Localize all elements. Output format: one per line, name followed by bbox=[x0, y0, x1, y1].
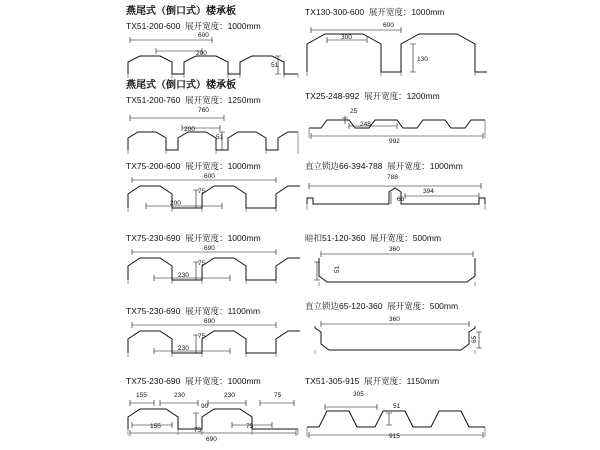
dim-label: 600 bbox=[383, 22, 394, 29]
dim-label: 305 bbox=[353, 391, 364, 398]
dim-label: 690 bbox=[204, 318, 215, 325]
panel-block-9 bbox=[305, 160, 490, 222]
dim-label: 155 bbox=[150, 423, 161, 430]
dim-label: 760 bbox=[198, 107, 209, 114]
section-profile bbox=[126, 399, 302, 435]
dim-label: 600 bbox=[204, 173, 215, 180]
dim-label: 230 bbox=[178, 345, 189, 352]
panel-block-3 bbox=[126, 160, 302, 228]
dim-label: 75 bbox=[198, 260, 206, 267]
block-model: TX75-230-690 展开宽度：1100mm bbox=[126, 306, 261, 316]
dim-label: 394 bbox=[423, 188, 434, 195]
panel-block-12 bbox=[305, 375, 490, 447]
dim-label: 200 bbox=[184, 126, 195, 133]
panel-block-8 bbox=[305, 90, 490, 152]
dim-label: 75 bbox=[198, 333, 206, 340]
section-profile bbox=[126, 34, 302, 78]
block-model: TX75-200-600 展开宽度：1000mm bbox=[126, 161, 261, 171]
block-model: 直立锁边66-394-788 展开宽度：1000mm bbox=[305, 161, 463, 171]
block-heading: 燕尾式（倒口式）楼承板 bbox=[126, 6, 236, 17]
dim-label: 51 bbox=[393, 403, 401, 410]
panel-block-11 bbox=[305, 300, 490, 362]
section-profile bbox=[305, 106, 490, 140]
section-profile bbox=[305, 250, 490, 288]
dim-label: 75 bbox=[246, 423, 254, 430]
section-profile bbox=[126, 321, 302, 357]
dim-label: 75 bbox=[198, 188, 206, 195]
dim-label: 230 bbox=[178, 272, 189, 279]
block-model: 直立锁边65-120-360 展开宽度：500mm bbox=[305, 301, 459, 311]
dim-label: 200 bbox=[196, 50, 207, 57]
dim-label: 75 bbox=[194, 427, 202, 434]
dim-label: 51 bbox=[271, 62, 279, 69]
panel-block-1 bbox=[126, 6, 302, 80]
panel-block-4 bbox=[126, 232, 302, 300]
dim-label: 90 bbox=[201, 403, 209, 410]
dim-label: 155 bbox=[136, 392, 147, 399]
section-profile bbox=[305, 28, 490, 78]
dim-label: 248 bbox=[360, 121, 371, 128]
section-profile bbox=[126, 110, 302, 154]
block-model: TX75-230-690 展开宽度：1000mm bbox=[126, 376, 261, 386]
dim-label: 788 bbox=[387, 174, 398, 181]
panel-block-10 bbox=[305, 232, 490, 294]
dim-label: 66 bbox=[397, 196, 405, 203]
dim-label: 230 bbox=[224, 392, 235, 399]
dim-label: 360 bbox=[389, 246, 400, 253]
dim-label: 200 bbox=[170, 200, 181, 207]
block-model: TX51-305-915 展开宽度：1150mm bbox=[305, 376, 440, 386]
block-model: TX75-230-690 展开宽度：1000mm bbox=[126, 233, 261, 243]
panel-block-2 bbox=[126, 80, 302, 156]
panel-block-5 bbox=[126, 305, 302, 373]
dim-label: 300 bbox=[341, 34, 352, 41]
block-model: TX130-300-600 展开宽度：1000mm bbox=[305, 7, 445, 17]
block-heading: 燕尾式（倒口式）楼承板 bbox=[126, 80, 236, 91]
section-profile bbox=[305, 320, 490, 356]
dim-label: 51 bbox=[334, 265, 342, 274]
section-profile bbox=[305, 397, 490, 443]
block-model: TX51-200-760 展开宽度：1250mm bbox=[126, 95, 261, 105]
section-profile bbox=[126, 248, 302, 284]
dim-label: 600 bbox=[198, 32, 209, 39]
block-model: 暗扣51-120-360 展开宽度：500mm bbox=[305, 233, 442, 243]
dim-label: 915 bbox=[389, 433, 400, 440]
dim-label: 992 bbox=[389, 138, 400, 145]
block-model: TX25-248-992 展开宽度：1200mm bbox=[305, 91, 440, 101]
dim-label: 65 bbox=[471, 335, 479, 344]
dim-label: 360 bbox=[389, 316, 400, 323]
dim-label: 130 bbox=[417, 56, 428, 63]
section-profile bbox=[305, 178, 490, 212]
dim-label: 690 bbox=[204, 245, 215, 252]
panel-block-7 bbox=[305, 6, 490, 84]
dim-label: 690 bbox=[206, 436, 217, 443]
block-model: TX51-200-600 展开宽度：1000mm bbox=[126, 21, 261, 31]
section-profile bbox=[126, 176, 302, 212]
dim-label: 230 bbox=[174, 392, 185, 399]
panel-block-6 bbox=[126, 375, 302, 447]
dim-label: 75 bbox=[274, 392, 282, 399]
dim-label: 51 bbox=[216, 134, 224, 141]
dim-label: 25 bbox=[350, 108, 358, 115]
